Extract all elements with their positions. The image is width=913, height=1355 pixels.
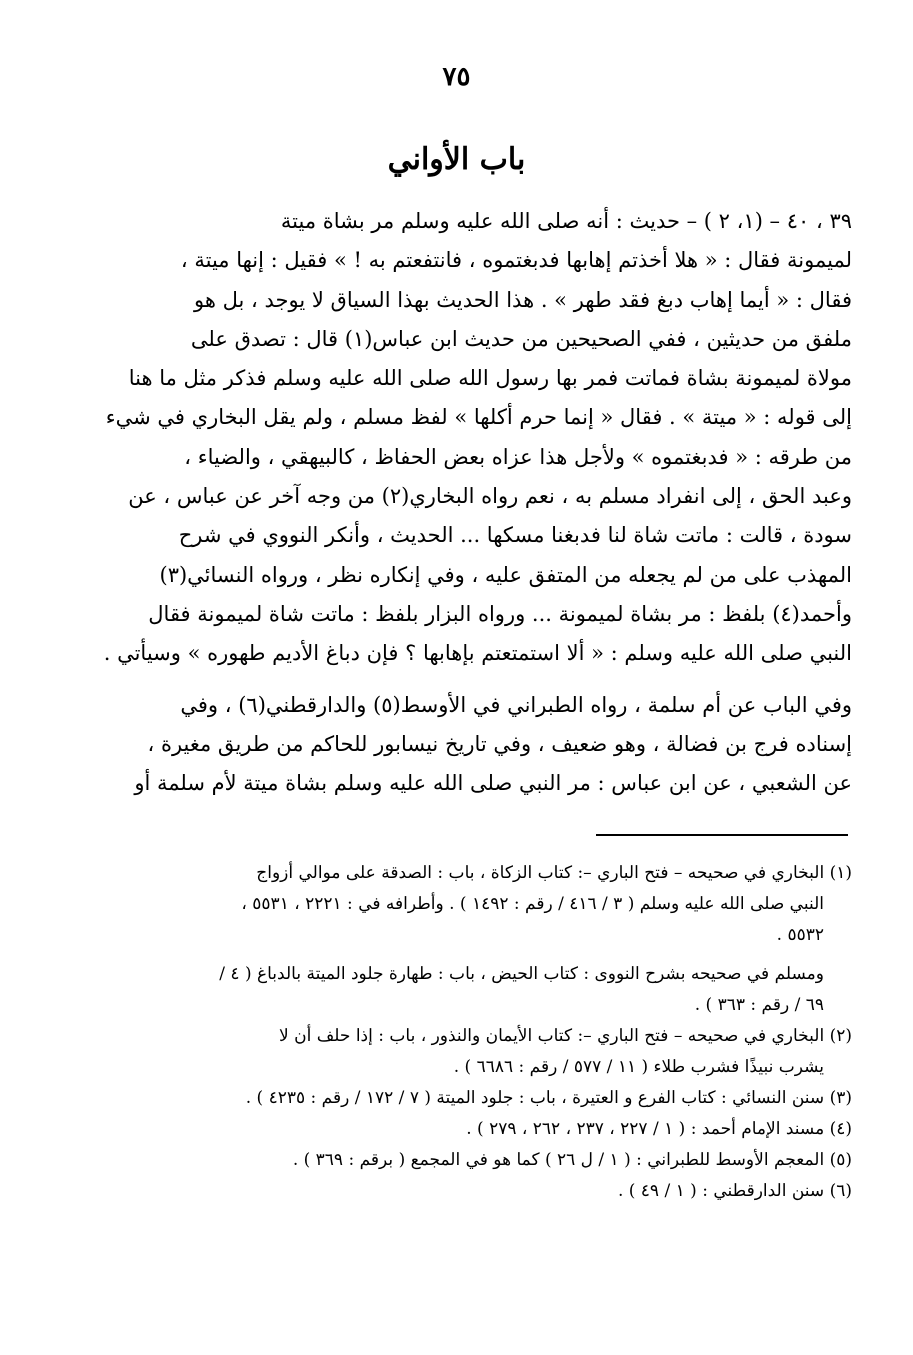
footnote-line: (٥) المعجم الأوسط للطبراني : ( ١ / ل ٢٦ ) كما هو في المجمع ( برقم : ٣٦٩ ) . [292,1150,852,1170]
footnote-line: النبي صلى الله عليه وسلم ( ٣ / ٤١٦ / رقم : ١٤٩٢ ) . وأطرافه في : ٢٢٢١ ، ٥٥٣١ ، [241,894,824,914]
text-line: لميمونة فقال : « هلا أخذتم إهابها فدبغتموه ، فانتفعتم به ! » فقيل : إنها ميتة ، [180,248,852,273]
page-number: ٧٥ [442,62,471,92]
footnote-line: (٤) مسند الإمام أحمد : ( ١ / ٢٢٧ ، ٢٣٧ ، ٢٦٢ ، ٢٧٩ ) . [466,1119,852,1139]
text-line: ملفق من حديثين ، ففي الصحيحين من حديث ابن عباس(١) قال : تصدق على [190,326,852,351]
main-text [72,202,852,803]
footnote-line: يشرب نبيذًا فشرب طلاء ( ١١ / ٥٧٧ / رقم : ٦٦٨٦ ) . [453,1057,824,1077]
text-line: مولاة لميمونة بشاة فماتت فمر بها رسول الله صلى الله عليه وسلم فذكر مثل ما هنا [128,366,852,391]
text-line: وفي الباب عن أم سلمة ، رواه الطبراني في الأوسط(٥) والدارقطني(٦) ، وفي [180,692,852,717]
text-line: ٣٩ ، ٤٠ – (١، ٢ ) – حديث : أنه صلى الله عليه وسلم مر بشاة ميتة [280,209,852,233]
text-line: فقال : « أيما إهاب دبغ فقد طهر » . هذا الحديث بهذا السياق لا يوجد ، بل هو [194,287,852,312]
text-line: عن الشعبي ، عن ابن عباس : مر النبي صلى الله عليه وسلم بشاة ميتة لأم سلمة أو [134,771,852,796]
chapter-title: باب الأواني [387,142,526,177]
footnote-line: (٦) سنن الدارقطني : ( ١ / ٤٩ ) . [617,1181,852,1201]
text-line: وعبد الحق ، إلى انفراد مسلم به ، نعم رواه البخاري(٢) من وجه آخر عن عباس ، عن [128,484,852,509]
text-line: المهذب على من لم يجعله من المتفق عليه ، وفي إنكاره نظر ، ورواه النسائي(٣) [159,562,852,587]
text-line: من طرقه : « فدبغتموه » ولأجل هذا عزاه بعض الحفاظ ، كالبيهقي ، والضياء ، [184,444,852,469]
footnote-line: (١) البخاري في صحيحه – فتح الباري –: كتاب الزكاة ، باب : الصدقة على موالي أزواج [256,863,852,883]
footnote-line: ٥٥٣٢ . [776,925,824,945]
footnote-line: ٦٩ / رقم : ٣٦٣ ) . [694,995,824,1015]
text-line: إلى قوله : « ميتة » . فقال « إنما حرم أكلها » لفظ مسلم ، ولم يقل البخاري في شيء [105,405,852,430]
text-line: النبي صلى الله عليه وسلم : « ألا استمتعتم بإهابها ؟ فإن دباغ الأديم طهوره » وسيأتي . [103,641,852,666]
footnotes [72,858,852,1207]
text-line: سودة ، قالت : ماتت شاة لنا فدبغنا مسكها ... الحديث ، وأنكر النووي في شرح [178,523,852,548]
text-line: إسناده فرج بن فضالة ، وهو ضعيف ، وفي تاريخ نيسابور للحاكم من طريق مغيرة ، [147,731,852,756]
footnote-divider [596,834,848,836]
footnote-line: (٢) البخاري في صحيحه – فتح الباري –: كتاب الأيمان والنذور ، باب : إذا حلف أن لا [278,1026,852,1046]
text-line: وأحمد(٤) بلفظ : مر بشاة لميمونة ... ورواه البزار بلفظ : ماتت شاة لميمونة فقال [148,601,852,626]
footnote-line: (٣) سنن النسائي : كتاب الفرع و العتيرة ، باب : جلود الميتة ( ٧ / ١٧٢ / رقم : ٤٢٣٥ ) . [245,1088,852,1108]
footnote-line: ومسلم في صحيحه بشرح النووى : كتاب الحيض ، باب : طهارة جلود الميتة بالدباغ ( ٤ / [219,964,824,984]
